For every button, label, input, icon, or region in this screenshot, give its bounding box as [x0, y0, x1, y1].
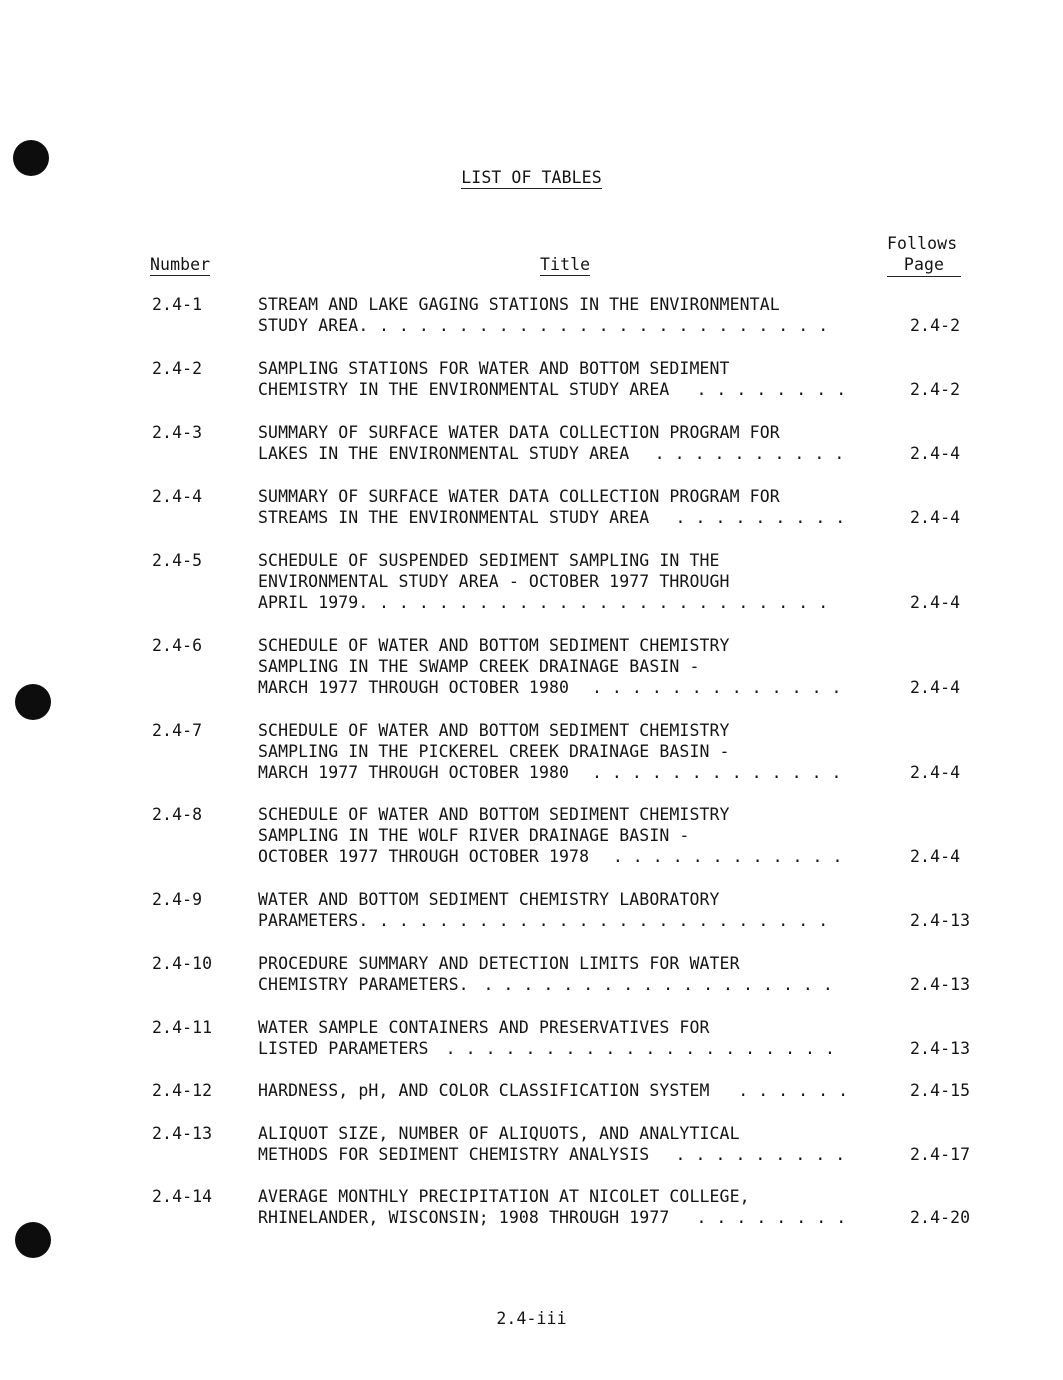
dot-leader: . . . . . . . . . .: [654, 444, 845, 463]
table-number: 2.4-4: [152, 487, 203, 506]
table-title-line: LISTED PARAMETERS: [258, 1039, 429, 1058]
dot-leader: . . . . . . . . . . . . . . . . . .: [483, 975, 833, 994]
binder-hole-bottom: [15, 1222, 51, 1258]
table-number: 2.4-14: [152, 1187, 213, 1206]
table-number: 2.4-10: [152, 954, 213, 973]
table-number: 2.4-1: [152, 295, 203, 314]
follows-page: 2.4-4: [910, 847, 961, 866]
follows-page: 2.4-15: [910, 1081, 971, 1100]
table-number: 2.4-11: [152, 1018, 213, 1037]
dot-leader: . . . . . . . . . . . . .: [591, 678, 842, 697]
table-title-line: SUMMARY OF SURFACE WATER DATA COLLECTION PROGRAM FOR: [258, 423, 780, 442]
table-title-line: LAKES IN THE ENVIRONMENTAL STUDY AREA: [258, 444, 630, 463]
table-title-line: SAMPLING IN THE SWAMP CREEK DRAINAGE BASIN -: [258, 657, 700, 676]
page-number: 2.4-iii: [496, 1309, 567, 1328]
table-title-line: STREAMS IN THE ENVIRONMENTAL STUDY AREA: [258, 508, 650, 527]
dot-leader: . . . . . . . . .: [675, 508, 846, 527]
table-title-line: SAMPLING IN THE WOLF RIVER DRAINAGE BASIN -: [258, 826, 690, 845]
follows-page: 2.4-13: [910, 1039, 971, 1058]
table-title-line: ENVIRONMENTAL STUDY AREA - OCTOBER 1977 THROUGH: [258, 572, 730, 591]
follows-page: 2.4-4: [910, 593, 961, 612]
follows-page: 2.4-2: [910, 380, 961, 399]
table-title-line: CHEMISTRY IN THE ENVIRONMENTAL STUDY AREA: [258, 380, 670, 399]
table-title-line: STUDY AREA.: [258, 316, 369, 335]
table-number: 2.4-7: [152, 721, 203, 740]
dot-leader: . . . . . . . .: [696, 380, 847, 399]
table-title-line: METHODS FOR SEDIMENT CHEMISTRY ANALYSIS: [258, 1145, 650, 1164]
table-title-line: ALIQUOT SIZE, NUMBER OF ALIQUOTS, AND ANALYTICAL: [258, 1124, 740, 1143]
table-number: 2.4-12: [152, 1081, 213, 1100]
table-number: 2.4-13: [152, 1124, 213, 1143]
follows-page: 2.4-4: [910, 444, 961, 463]
table-title-line: WATER AND BOTTOM SEDIMENT CHEMISTRY LABORATORY: [258, 890, 720, 909]
table-title-line: HARDNESS, pH, AND COLOR CLASSIFICATION SYSTEM: [258, 1081, 710, 1100]
dot-leader: . . . . . . . . .: [675, 1145, 846, 1164]
table-title-line: SAMPLING STATIONS FOR WATER AND BOTTOM SEDIMENT: [258, 359, 730, 378]
table-title-line: AVERAGE MONTHLY PRECIPITATION AT NICOLET COLLEGE,: [258, 1187, 750, 1206]
table-number: 2.4-5: [152, 551, 203, 570]
dot-leader: . . . . . . . . . . . . .: [591, 763, 842, 782]
column-header-number: Number: [150, 255, 211, 274]
dot-leader: . . . . . . . . . . . .: [612, 847, 843, 866]
binder-hole-middle: [15, 684, 51, 720]
follows-page: 2.4-4: [910, 763, 961, 782]
dot-leader: . . . . . .: [738, 1081, 849, 1100]
column-header-follows: Follows: [887, 234, 958, 253]
follows-page: 2.4-4: [910, 678, 961, 697]
table-number: 2.4-9: [152, 890, 203, 909]
follows-page: 2.4-4: [910, 508, 961, 527]
dot-leader: . . . . . . . . . . . . . . . . . . . . . . .: [378, 316, 829, 335]
column-header-title: Title: [540, 255, 591, 274]
dot-leader: . . . . . . . . . . . . . . . . . . . . . . .: [378, 911, 829, 930]
table-title-line: STREAM AND LAKE GAGING STATIONS IN THE ENVIRONMENTAL: [258, 295, 780, 314]
dot-leader: . . . . . . . .: [696, 1208, 847, 1227]
follows-page: 2.4-17: [910, 1145, 971, 1164]
table-title-line: MARCH 1977 THROUGH OCTOBER 1980: [258, 678, 570, 697]
table-title-line: SCHEDULE OF SUSPENDED SEDIMENT SAMPLING IN THE: [258, 551, 720, 570]
follows-page: 2.4-20: [910, 1208, 971, 1227]
table-title-line: SCHEDULE OF WATER AND BOTTOM SEDIMENT CHEMISTRY: [258, 636, 730, 655]
dot-leader: . . . . . . . . . . . . . . . . . . . . . . .: [378, 593, 829, 612]
table-title-line: SCHEDULE OF WATER AND BOTTOM SEDIMENT CHEMISTRY: [258, 721, 730, 740]
dot-leader: . . . . . . . . . . . . . . . . . . . .: [445, 1039, 836, 1058]
column-header-page: Page: [887, 254, 961, 277]
table-number: 2.4-6: [152, 636, 203, 655]
table-title-line: CHEMISTRY PARAMETERS.: [258, 975, 469, 994]
table-title-line: SUMMARY OF SURFACE WATER DATA COLLECTION PROGRAM FOR: [258, 487, 780, 506]
table-title-line: OCTOBER 1977 THROUGH OCTOBER 1978: [258, 847, 590, 866]
table-title-line: PROCEDURE SUMMARY AND DETECTION LIMITS FOR WATER: [258, 954, 740, 973]
follows-page: 2.4-13: [910, 975, 971, 994]
table-title-line: PARAMETERS.: [258, 911, 369, 930]
page-title: LIST OF TABLES: [461, 168, 602, 187]
table-number: 2.4-2: [152, 359, 203, 378]
table-title-line: WATER SAMPLE CONTAINERS AND PRESERVATIVES FOR: [258, 1018, 710, 1037]
table-title-line: RHINELANDER, WISCONSIN; 1908 THROUGH 1977: [258, 1208, 670, 1227]
table-number: 2.4-8: [152, 805, 203, 824]
follows-page: 2.4-13: [910, 911, 971, 930]
table-title-line: MARCH 1977 THROUGH OCTOBER 1980: [258, 763, 570, 782]
table-number: 2.4-3: [152, 423, 203, 442]
table-title-line: SCHEDULE OF WATER AND BOTTOM SEDIMENT CHEMISTRY: [258, 805, 730, 824]
table-title-line: APRIL 1979.: [258, 593, 369, 612]
follows-page: 2.4-2: [910, 316, 961, 335]
table-title-line: SAMPLING IN THE PICKEREL CREEK DRAINAGE BASIN -: [258, 742, 730, 761]
